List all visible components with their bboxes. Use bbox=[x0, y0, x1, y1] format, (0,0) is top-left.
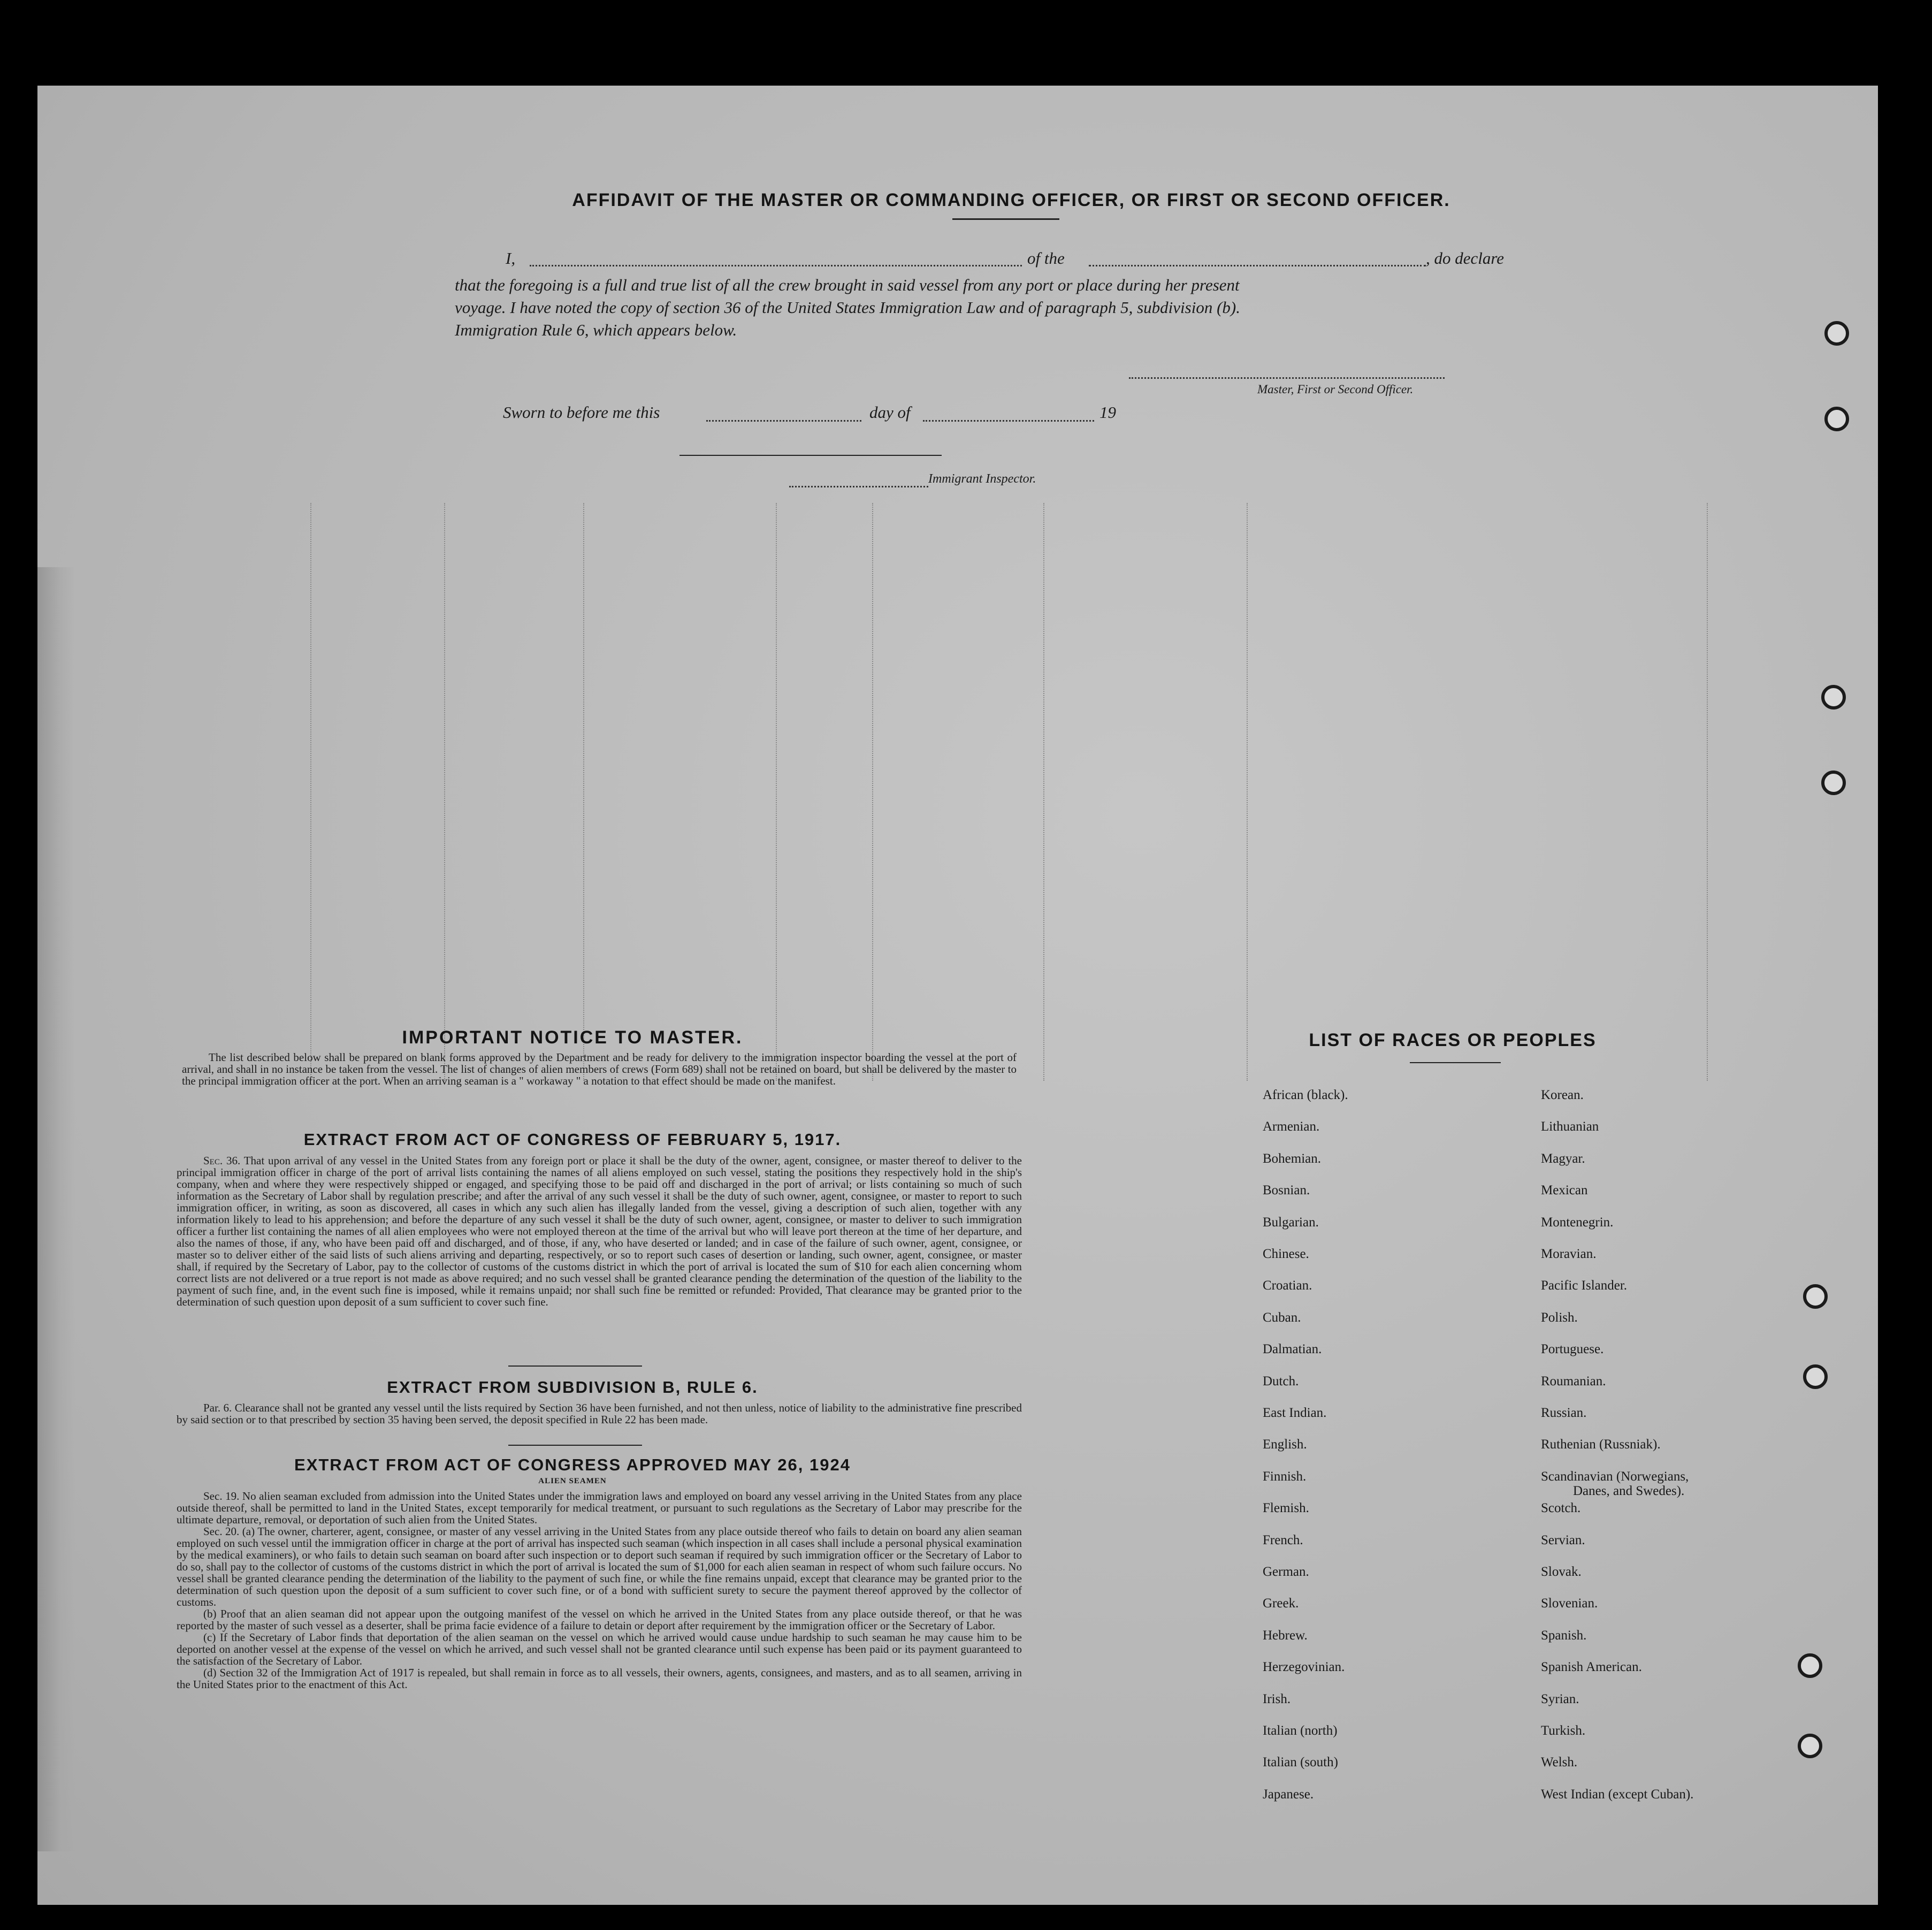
sec-36-text: That upon arrival of any vessel in the United States from any foreign port or place it shall be the duty of the owner, agent, consignee, or master thereof to deliver to the principal immigration officer in charge of the port of arrival lists containing the names of all aliens employed on such vessel, stating the positions they respectively hold in the ship's company, when and where they were respectively shipped or engaged, and specifying those to be paid off and discharged in the port of arrival; or lists containing so much of such information as the Secretary of Labor shall by regulation prescribe; and after the arrival of any such vessel it shall be the duty of such owner, agent, consignee, or master to report to such immigration officer, in writing, as soon as discovered, all cases in which any such alien has illegally landed from the vessel, giving a description of such alien, together with any information likely to lead to his apprehension; and before the departure of any such vessel it shall be the duty of such owner, agent, consignee, or master to deliver to such immigration officer a further list containing the names of all alien employees who were not employed thereon at the time of the arrival but who will leave port thereon at the time of her departure, and also the names of those, if any, who have been paid off and discharged, and of those, if any, who have deserted or landed; and in case of the failure of such owner, agent, consignee, or master so to deliver either of the said lists of such aliens arriving and departing, respectively, or so to report such cases of desertion or landing, such owner, agent, consignee, or master shall, if required by the Secretary of Labor, pay to the collector of customs of the customs district in which the port of arrival is located the sum of $10 for each alien concerning whom correct lists are not delivered or a true report is not made as above required; and no such vessel shall be granted clearance pending the determination of the question of the liability to the payment of such fine, and, in the event such fine is imposed, while it remains unpaid; nor shall such fine be remitted or refunded: Provided, That clearance may be granted prior to the determination of such question upon deposit of a sum sufficient to cover such fine. bbox=[177, 1154, 1022, 1308]
race-item: Hebrew. bbox=[1263, 1628, 1308, 1643]
column-rule bbox=[1707, 503, 1708, 1081]
race-item: Scotch. bbox=[1541, 1501, 1581, 1516]
race-item: West Indian (except Cuban). bbox=[1541, 1787, 1694, 1802]
sec-20c-text: (c) If the Secretary of Labor finds that deportation of the alien seaman on the vessel on which he arrived would cause undue hardship to such seaman he may cause him to be deported on another vessel at the expense of the vessel on which he arrived, and such vessel shall not be granted clearance until such expense has been paid or its payment guaranteed to the satisfaction of the Secretary of Labor. bbox=[177, 1631, 1022, 1667]
race-item: Turkish. bbox=[1541, 1723, 1586, 1738]
day-blank bbox=[706, 420, 861, 422]
sec-20b-text: (b) Proof that an alien seaman did not appear upon the outgoing manifest of the vessel on which he arrived in the United States from any place outside thereof, or that he was reported by the master of such vessel as a deserter, shall be prima facie evidence of a failure to detain or deport after requirement by the immigration officer or the Secretary of Labor. bbox=[177, 1607, 1022, 1632]
race-item: Cuban. bbox=[1263, 1310, 1301, 1325]
notice-title: IMPORTANT NOTICE TO MASTER. bbox=[402, 1027, 743, 1048]
inspector-rule bbox=[679, 455, 942, 456]
race-item: Magyar. bbox=[1541, 1151, 1585, 1166]
race-item: Ruthenian (Russniak). bbox=[1541, 1437, 1661, 1452]
title-underline bbox=[952, 218, 1059, 220]
punch-hole bbox=[1821, 771, 1846, 795]
race-item: German. bbox=[1263, 1565, 1309, 1579]
affidavit-line-2: that the foregoing is a full and true list of all the crew brought in said vessel from any port or place during her present bbox=[455, 276, 1240, 294]
sec-20d-text: (d) Section 32 of the Immigration Act of 1917 is repealed, but shall remain in force as to all vessels, their owners, agents, consignees, and masters, and as to all seamen, arriving in the United States prior to the enactment of this Act. bbox=[177, 1666, 1022, 1691]
race-item: Spanish American. bbox=[1541, 1660, 1642, 1675]
affidavit-title: AFFIDAVIT OF THE MASTER OR COMMANDING OFFICER, OR FIRST OR SECOND OFFICER. bbox=[572, 190, 1450, 210]
punch-hole bbox=[1824, 321, 1849, 346]
punch-hole bbox=[1821, 685, 1846, 710]
inspector-label: Immigrant Inspector. bbox=[928, 472, 1036, 486]
year-text: 19 bbox=[1099, 403, 1116, 422]
rule6-title: EXTRACT FROM SUBDIVISION B, RULE 6. bbox=[387, 1378, 758, 1397]
race-item: Portuguese. bbox=[1541, 1342, 1604, 1357]
document-page bbox=[37, 86, 1878, 1905]
race-item: Italian (south) bbox=[1263, 1755, 1338, 1770]
race-item: Montenegrin. bbox=[1541, 1215, 1614, 1230]
race-item: Italian (north) bbox=[1263, 1723, 1338, 1738]
race-item: Danes, and Swedes). bbox=[1573, 1483, 1685, 1498]
race-item: Slovak. bbox=[1541, 1565, 1582, 1579]
race-item: Japanese. bbox=[1263, 1787, 1314, 1802]
punch-hole bbox=[1803, 1364, 1828, 1389]
race-item: East Indian. bbox=[1263, 1406, 1327, 1420]
extract-1924-title: EXTRACT FROM ACT OF CONGRESS APPROVED MAY 26, 1924 bbox=[294, 1455, 851, 1474]
race-item: Mexican bbox=[1541, 1183, 1588, 1198]
race-item: Bulgarian. bbox=[1263, 1215, 1319, 1230]
column-rule bbox=[1043, 503, 1044, 1081]
race-item: Greek. bbox=[1263, 1596, 1299, 1611]
race-item: Irish. bbox=[1263, 1691, 1291, 1706]
race-item: Korean. bbox=[1541, 1088, 1584, 1102]
race-item: Scandinavian (Norwegians, bbox=[1541, 1469, 1689, 1484]
race-item: Moravian. bbox=[1541, 1247, 1597, 1261]
column-rule bbox=[310, 503, 311, 1081]
race-item: Slovenian. bbox=[1541, 1596, 1598, 1611]
column-rule bbox=[444, 503, 445, 1081]
race-item: Herzegovinian. bbox=[1263, 1660, 1345, 1675]
punch-hole bbox=[1803, 1284, 1828, 1309]
race-item: English. bbox=[1263, 1437, 1307, 1452]
race-item: Croatian. bbox=[1263, 1278, 1312, 1293]
signature-blank bbox=[1129, 377, 1445, 379]
race-item: Armenian. bbox=[1263, 1119, 1320, 1134]
race-item: Chinese. bbox=[1263, 1247, 1309, 1261]
affidavit-of-the: of the bbox=[1027, 249, 1065, 268]
column-rule bbox=[872, 503, 873, 1081]
sworn-text: Sworn to before me this bbox=[503, 403, 660, 422]
affidavit-line-4: Immigration Rule 6, which appears below. bbox=[455, 321, 737, 339]
column-rule bbox=[1247, 503, 1248, 1081]
race-item: Syrian. bbox=[1541, 1691, 1579, 1706]
signature-label: Master, First or Second Officer. bbox=[1257, 383, 1414, 396]
affidavit-do-declare: , do declare bbox=[1426, 249, 1505, 268]
punch-hole bbox=[1824, 407, 1849, 431]
race-item: Dutch. bbox=[1263, 1374, 1299, 1389]
alien-seamen-subtitle: ALIEN SEAMEN bbox=[538, 1477, 607, 1485]
race-item: Welsh. bbox=[1541, 1755, 1578, 1770]
day-of-text: day of bbox=[869, 403, 911, 422]
sec-36-label: Sec. 36. bbox=[203, 1154, 241, 1167]
race-item: Bohemian. bbox=[1263, 1151, 1322, 1166]
race-item: Russian. bbox=[1541, 1406, 1587, 1420]
race-item: French. bbox=[1263, 1532, 1303, 1547]
extract-1924-body bbox=[177, 1490, 1022, 1690]
race-item: Dalmatian. bbox=[1263, 1342, 1322, 1357]
column-rule bbox=[583, 503, 584, 1081]
inspector-blank bbox=[789, 486, 928, 487]
extract-1917-title: EXTRACT FROM ACT OF CONGRESS OF FEBRUARY 5, 1917. bbox=[303, 1130, 842, 1149]
race-item: Polish. bbox=[1541, 1310, 1578, 1325]
notice-body: The list described below shall be prepared on blank forms approved by the Department and be ready for delivery to the immigration inspector boarding the vessel at the port of arrival, and shall in no instance be taken from the vessel. The list of changes of alien members of crews (Form 689) shall not be retained on board, but shall be delivered by the master to the principal immigration officer at the port. When an arriving seaman is a " workaway " a notation to that effect should be made on the manifest. bbox=[182, 1051, 1017, 1087]
edge-damage bbox=[37, 567, 75, 1851]
race-item: Lithuanian bbox=[1541, 1119, 1599, 1134]
race-item: Spanish. bbox=[1541, 1628, 1587, 1643]
race-item: Bosnian. bbox=[1263, 1183, 1310, 1198]
race-item: Finnish. bbox=[1263, 1469, 1307, 1484]
race-item: Pacific Islander. bbox=[1541, 1278, 1628, 1293]
affidavit-i: I, bbox=[506, 249, 516, 268]
race-item: Roumanian. bbox=[1541, 1374, 1606, 1389]
section-divider bbox=[508, 1445, 642, 1446]
month-blank bbox=[923, 420, 1094, 422]
rule6-body: Par. 6. Clearance shall not be granted any vessel until the lists required by Section 36 have been furnished, and not then unless, notice of liability to the administrative fine prescribed by said section or to that prescribed by section 35 having been served, the deposit specified in Rule 22 has been made. bbox=[177, 1401, 1022, 1426]
punch-hole bbox=[1798, 1734, 1822, 1758]
affidavit-line-3: voyage. I have noted the copy of section 36 of the United States Immigration Law and of paragraph 5, subdivision (b). bbox=[455, 298, 1240, 317]
column-rule bbox=[776, 503, 777, 1081]
race-item: Flemish. bbox=[1263, 1501, 1309, 1516]
punch-hole bbox=[1798, 1653, 1822, 1678]
race-item: Servian. bbox=[1541, 1532, 1585, 1547]
vessel-blank bbox=[1089, 265, 1426, 266]
race-item: African (black). bbox=[1263, 1088, 1348, 1102]
name-blank bbox=[530, 265, 1022, 266]
races-underline bbox=[1410, 1062, 1501, 1063]
section-divider bbox=[508, 1366, 642, 1367]
sec-19-text: Sec. 19. No alien seaman excluded from admission into the United States under the immigration laws and employed on board any vessel arriving in the United States from any place outside thereof, shall be permitted to land in the United States, except temporarily for medical treatment, or pursuant to such regulations as the Secretary of Labor may prescribe for the ultimate departure, removal, or deportation of such alien from the United States. bbox=[177, 1490, 1022, 1526]
extract-1917-body bbox=[177, 1155, 1022, 1308]
sec-20a-text: Sec. 20. (a) The owner, charterer, agent, consignee, or master of any vessel arriving in the United States from any place outside thereof who fails to detain on board any alien seaman employed on such vessel until the immigration officer in charge at the port of arrival has inspected such seaman (which inspection in all cases shall include a personal physical examination by the medical examiners), or who fails to detain such seaman on board after such inspection or to deport such seaman if required by such immigration officer or the Secretary of Labor to do so, shall pay to the collector of customs of the customs district in which the port of arrival is located the sum of $1,000 for each alien seaman in respect of whom such failure occurs. No vessel shall be granted clearance pending the determination of the liability to the payment of such fine, or while the fine remains unpaid, except that clearance may be granted prior to the determination of such question upon the deposit of a sum sufficient to cover such fine, or of a bond with sufficient surety to secure the payment thereof approved by the collector of customs. bbox=[177, 1525, 1022, 1608]
races-title: LIST OF RACES OR PEOPLES bbox=[1309, 1030, 1597, 1050]
